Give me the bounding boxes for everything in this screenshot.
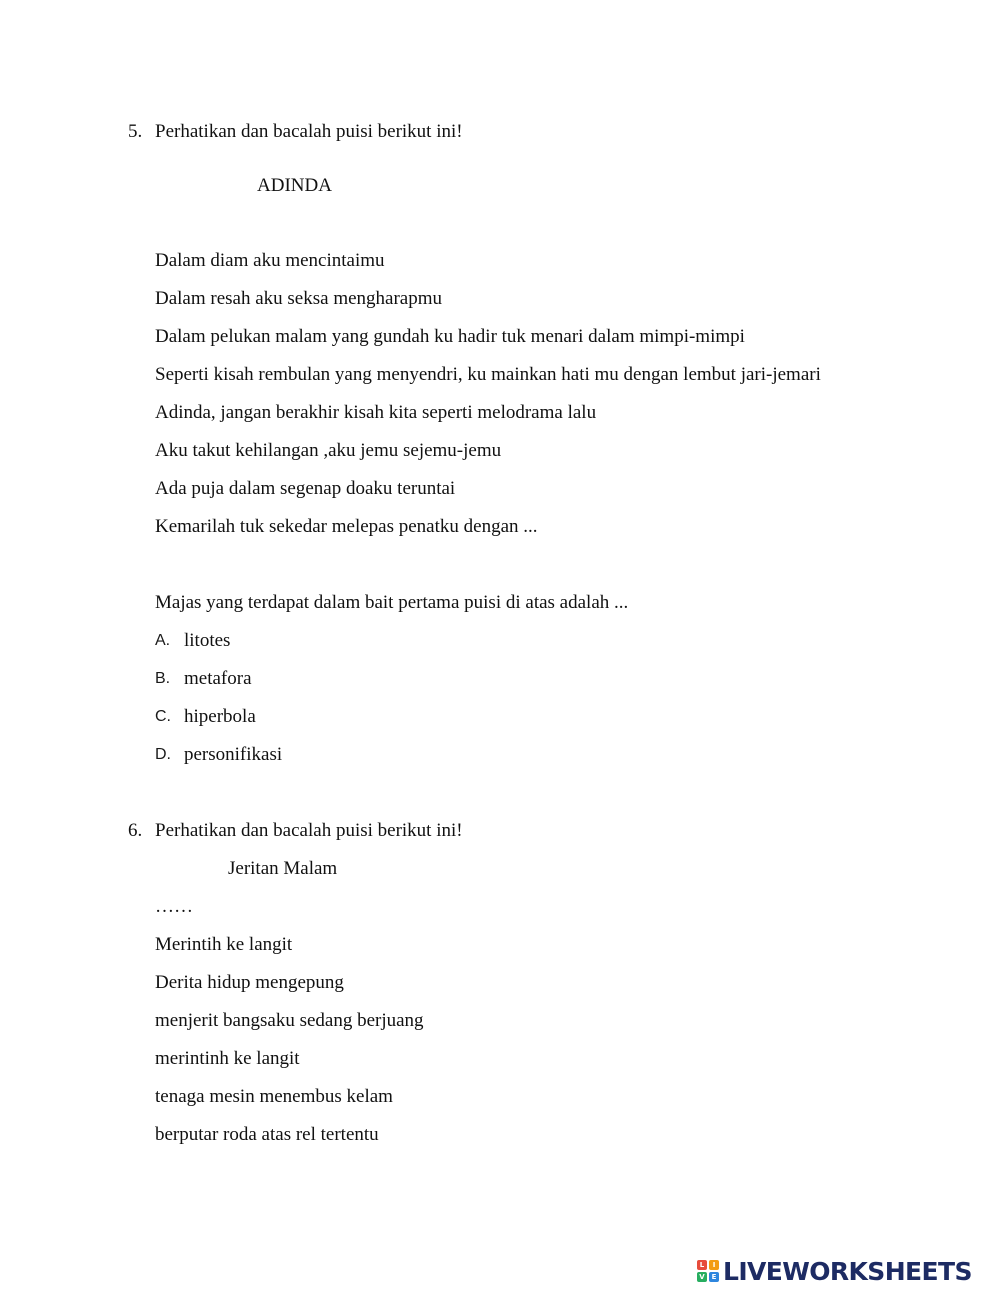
liveworksheets-logo [697,1256,972,1286]
question-5-text: Majas yang terdapat dalam bait pertama puisi di atas adalah ... [155,592,629,613]
logo-block: E [709,1272,719,1282]
question-5-poem-title: ADINDA [257,175,332,196]
question-5-number: 5. [128,121,143,142]
option-text: hiperbola [184,706,256,727]
poem-line: Ada puja dalam segenap doaku teruntai [155,478,456,499]
option-letter: B. [155,670,171,687]
logo-blocks-icon [697,1260,719,1282]
logo-block: L [697,1260,707,1270]
poem-line: menjerit bangsaku sedang berjuang [155,1010,424,1031]
poem-line: Seperti kisah rembulan yang menyendri, ku mainkan hati mu dengan lembut jari-jemari [155,364,821,385]
option-letter: D. [155,746,171,763]
poem-line: tenaga mesin menembus kelam [155,1086,393,1107]
poem-line: Aku takut kehilangan ,aku jemu sejemu-jemu [155,440,502,461]
poem-line: berputar roda atas rel tertentu [155,1124,379,1145]
poem-line: Derita hidup mengepung [155,972,344,993]
poem-line: Adinda, jangan berakhir kisah kita seperti melodrama lalu [155,402,597,423]
question-6-number: 6. [128,820,143,841]
question-6-poem-title: Jeritan Malam [228,858,338,879]
option-letter: A. [155,632,171,649]
question-6-prompt: Perhatikan dan bacalah puisi berikut ini! [155,820,463,841]
poem-line: Dalam pelukan malam yang gundah ku hadir tuk menari dalam mimpi-mimpi [155,326,745,347]
logo-text: LIVEWORKSHEETS [723,1256,972,1286]
question-5-prompt: Perhatikan dan bacalah puisi berikut ini! [155,121,463,142]
poem-line: …… [155,896,193,917]
logo-block: V [697,1272,707,1282]
poem-line: merintinh ke langit [155,1048,300,1069]
poem-line: Kemarilah tuk sekedar melepas penatku dengan ... [155,516,538,537]
poem-line: Dalam resah aku seksa mengharapmu [155,288,443,309]
option-text: litotes [184,630,231,651]
option-text: personifikasi [184,744,283,765]
option-letter: C. [155,708,171,725]
option-text: metafora [184,668,252,689]
logo-block: I [709,1260,719,1270]
poem-line: Dalam diam aku mencintaimu [155,250,385,271]
poem-line: Merintih ke langit [155,934,293,955]
